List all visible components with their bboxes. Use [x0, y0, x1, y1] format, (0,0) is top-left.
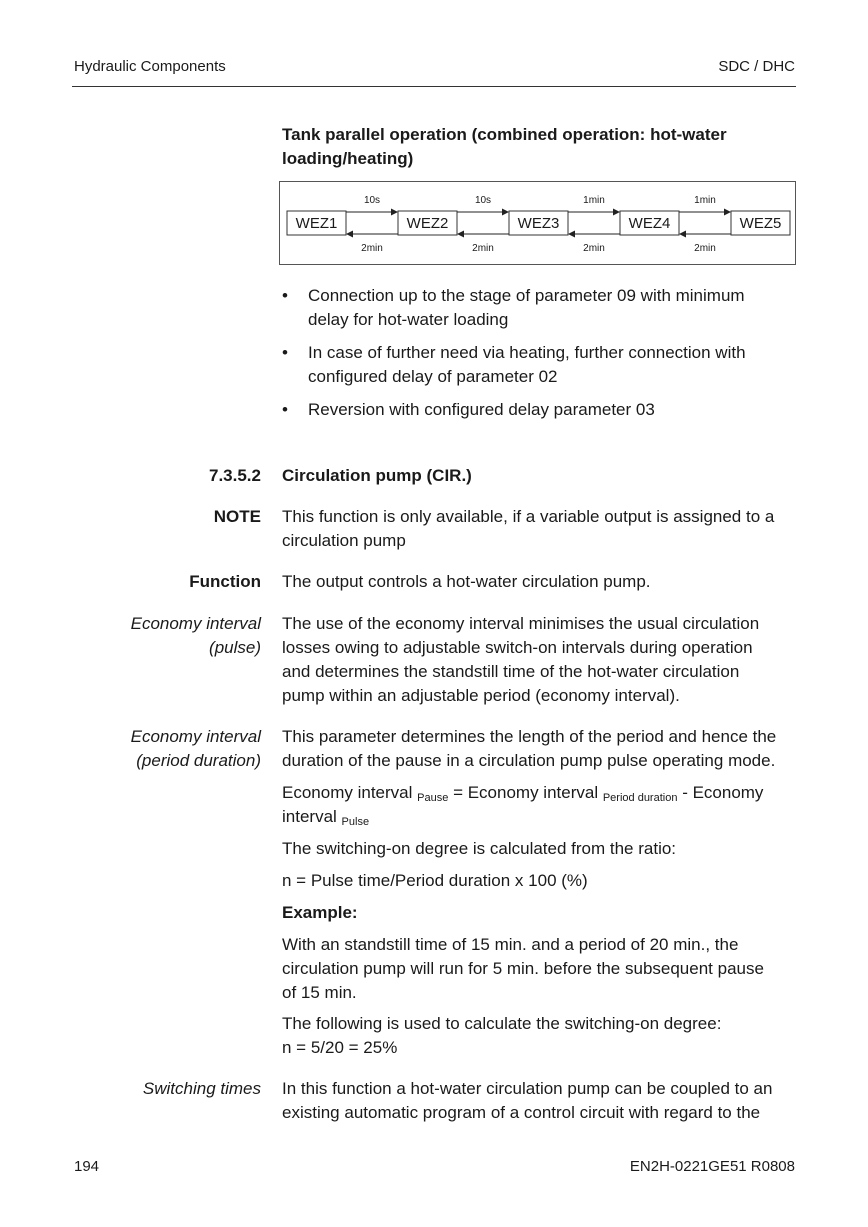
running-header-left: Hydraulic Components	[74, 58, 226, 75]
forward-delay-label: 10s	[363, 195, 381, 206]
stage-label: WEZ3	[517, 215, 560, 232]
economy-pulse-text: The use of the economy interval minimises the usual circulation losses owing to adjustable switch-on intervals during operation and determines the standstill time of the hot-water circulation pump within an adjustable period (economy interval).	[282, 614, 760, 705]
list-item: • Connection up to the stage of parameter 09 with minimum delay for hot-water loading	[282, 286, 745, 329]
forward-delay-label: 1min	[583, 195, 605, 206]
example-text: With an standstill time of 15 min. and a period of 20 min., the circulation pump will run for 5 min. before the subsequent pause of 15 min.	[282, 935, 764, 1002]
switching-times-text: In this function a hot-water circulation pump can be coupled to an existing automatic program of a control circuit with regard to the	[282, 1079, 773, 1122]
stage-label: WEZ2	[406, 215, 449, 232]
header-rule	[72, 86, 796, 87]
page-number: 194	[74, 1158, 100, 1175]
stage-label: WEZ5	[739, 215, 782, 232]
economy-formula: Economy interval $_{Pause}$ = Economy interval $_{Period duration}$ - Economy interval $_{Pulse}$	[282, 783, 764, 828]
stage-sequence-diagram	[279, 181, 796, 265]
forward-delay-label: 1min	[694, 195, 716, 206]
note-label: NOTE	[213, 507, 261, 526]
ratio-text: The switching-on degree is calculated from the ratio:	[282, 839, 677, 858]
example-label: Example:	[282, 903, 358, 922]
function-text: The output controls a hot-water circulation pump.	[282, 572, 651, 591]
economy-pulse-label: Economy interval (pulse)	[130, 614, 261, 657]
document-code: EN2H-0221GE51 R0808	[629, 1158, 795, 1175]
bullet-list	[282, 284, 782, 431]
bullet-symbol: •	[282, 343, 288, 362]
section-heading-tank-parallel: Tank parallel operation (combined operation: hot-water loading/heating)	[282, 125, 727, 168]
stage-label: WEZ4	[628, 215, 671, 232]
economy-period-label: Economy interval (period duration)	[130, 727, 261, 770]
function-label: Function	[189, 572, 261, 591]
backward-delay-label: 2min	[361, 243, 383, 254]
note-text: This function is only available, if a variable output is assigned to a circulation pump	[282, 507, 775, 550]
section-number: 7.3.5.2	[209, 466, 261, 485]
section-title-circulation-pump: Circulation pump (CIR.)	[282, 466, 472, 485]
running-header-right: SDC / DHC	[718, 58, 795, 75]
forward-delay-label: 10s	[474, 195, 492, 206]
switching-times-label: Switching times	[142, 1079, 261, 1098]
list-item: • Reversion with configured delay parameter 03	[282, 398, 782, 422]
backward-delay-label: 2min	[583, 243, 605, 254]
bullet-symbol: •	[282, 286, 288, 305]
economy-period-text: This parameter determines the length of the period and hence the duration of the pause in a circulation pump pulse operating mode.	[282, 727, 777, 770]
ratio-formula: n = Pulse time/Period duration x 100 (%)	[282, 871, 588, 890]
calc-text: The following is used to calculate the switching-on degree: n = 5/20 = 25%	[282, 1014, 722, 1057]
stage-label: WEZ1	[295, 215, 338, 232]
list-item: • In case of further need via heating, further connection with configured delay of parameter 02	[282, 343, 746, 386]
bullet-symbol: •	[282, 400, 288, 419]
backward-delay-label: 2min	[472, 243, 494, 254]
backward-delay-label: 2min	[694, 243, 716, 254]
